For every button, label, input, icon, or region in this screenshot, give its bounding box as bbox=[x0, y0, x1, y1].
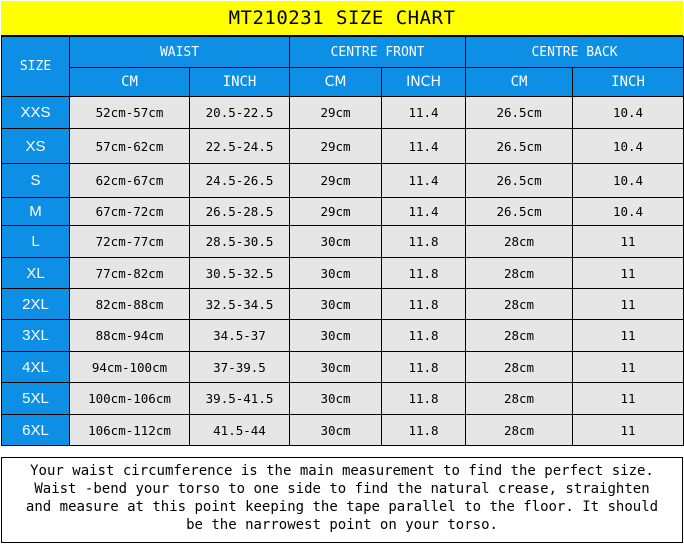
cell-back-inch: 11 bbox=[573, 258, 684, 289]
cell-back-inch: 11 bbox=[573, 383, 684, 415]
cell-waist-cm: 67cm-72cm bbox=[70, 198, 190, 226]
chart-title: MT210231 SIZE CHART bbox=[1, 1, 683, 36]
cell-waist-cm: 100cm-106cm bbox=[70, 383, 190, 415]
size-label: M bbox=[2, 198, 70, 226]
cell-back-cm: 26.5cm bbox=[466, 164, 573, 198]
size-label: XS bbox=[2, 129, 70, 164]
cell-back-cm: 26.5cm bbox=[466, 198, 573, 226]
cell-waist-inch: 32.5-34.5 bbox=[190, 289, 290, 320]
cell-back-inch: 11 bbox=[573, 226, 684, 258]
cell-front-inch: 11.8 bbox=[382, 415, 466, 446]
size-label: XXS bbox=[2, 97, 70, 129]
size-label: XL bbox=[2, 258, 70, 289]
size-header: SIZE bbox=[2, 37, 70, 97]
cell-waist-inch: 41.5-44 bbox=[190, 415, 290, 446]
size-label: 2XL bbox=[2, 289, 70, 320]
cell-front-inch: 11.8 bbox=[382, 320, 466, 352]
back-inch-header: INCH bbox=[573, 68, 684, 97]
cell-waist-inch: 24.5-26.5 bbox=[190, 164, 290, 198]
measurement-note bbox=[1, 457, 683, 543]
cell-back-cm: 28cm bbox=[466, 289, 573, 320]
cell-waist-inch: 30.5-32.5 bbox=[190, 258, 290, 289]
cell-front-inch: 11.8 bbox=[382, 383, 466, 415]
note-line-2: Waist -bend your torso to one side to find the natural crease, straighten bbox=[34, 481, 650, 497]
cell-back-cm: 26.5cm bbox=[466, 97, 573, 129]
note-line-4: be the narrowest point on your torso. bbox=[186, 517, 498, 533]
cell-front-cm: 30cm bbox=[290, 352, 382, 383]
table-row bbox=[2, 320, 684, 352]
size-table bbox=[1, 36, 684, 446]
cell-waist-cm: 77cm-82cm bbox=[70, 258, 190, 289]
cell-front-cm: 30cm bbox=[290, 320, 382, 352]
cell-front-inch: 11.8 bbox=[382, 258, 466, 289]
cell-back-cm: 28cm bbox=[466, 226, 573, 258]
header-row-units bbox=[2, 68, 684, 97]
cell-back-inch: 11 bbox=[573, 320, 684, 352]
cell-back-inch: 10.4 bbox=[573, 164, 684, 198]
cell-front-cm: 29cm bbox=[290, 164, 382, 198]
cell-waist-inch: 34.5-37 bbox=[190, 320, 290, 352]
table-row bbox=[2, 97, 684, 129]
waist-inch-header: INCH bbox=[190, 68, 290, 97]
centre-front-header: CENTRE FRONT bbox=[290, 37, 466, 68]
cell-front-inch: 11.4 bbox=[382, 164, 466, 198]
cell-waist-inch: 22.5-24.5 bbox=[190, 129, 290, 164]
cell-waist-cm: 94cm-100cm bbox=[70, 352, 190, 383]
size-label: L bbox=[2, 226, 70, 258]
cell-front-inch: 11.4 bbox=[382, 97, 466, 129]
table-row bbox=[2, 383, 684, 415]
table-row bbox=[2, 129, 684, 164]
cell-front-inch: 11.8 bbox=[382, 289, 466, 320]
header-row-groups bbox=[2, 37, 684, 68]
size-label: 6XL bbox=[2, 415, 70, 446]
cell-waist-inch: 37-39.5 bbox=[190, 352, 290, 383]
size-label: 3XL bbox=[2, 320, 70, 352]
cell-front-cm: 30cm bbox=[290, 415, 382, 446]
table-row bbox=[2, 415, 684, 446]
waist-header: WAIST bbox=[70, 37, 290, 68]
note-line-1: Your waist circumference is the main measurement to find the perfect size. bbox=[30, 463, 654, 479]
cell-back-cm: 28cm bbox=[466, 352, 573, 383]
cell-front-cm: 29cm bbox=[290, 129, 382, 164]
size-label: 5XL bbox=[2, 383, 70, 415]
size-label: 4XL bbox=[2, 352, 70, 383]
table-row bbox=[2, 198, 684, 226]
table-row bbox=[2, 226, 684, 258]
cell-front-inch: 11.4 bbox=[382, 198, 466, 226]
cell-waist-cm: 72cm-77cm bbox=[70, 226, 190, 258]
cell-waist-cm: 88cm-94cm bbox=[70, 320, 190, 352]
cell-back-inch: 11 bbox=[573, 352, 684, 383]
cell-back-inch: 10.4 bbox=[573, 97, 684, 129]
cell-front-cm: 30cm bbox=[290, 383, 382, 415]
centre-back-header: CENTRE BACK bbox=[466, 37, 684, 68]
cell-waist-inch: 20.5-22.5 bbox=[190, 97, 290, 129]
cell-back-inch: 10.4 bbox=[573, 129, 684, 164]
note-line-3: and measure at this point keeping the tape parallel to the floor. It should bbox=[25, 499, 659, 515]
cell-back-inch: 10.4 bbox=[573, 198, 684, 226]
size-label: S bbox=[2, 164, 70, 198]
cell-waist-cm: 106cm-112cm bbox=[70, 415, 190, 446]
cell-front-cm: 30cm bbox=[290, 226, 382, 258]
cell-waist-inch: 26.5-28.5 bbox=[190, 198, 290, 226]
cell-waist-cm: 52cm-57cm bbox=[70, 97, 190, 129]
back-cm-header: CM bbox=[466, 68, 573, 97]
cell-waist-inch: 39.5-41.5 bbox=[190, 383, 290, 415]
cell-waist-cm: 57cm-62cm bbox=[70, 129, 190, 164]
cell-front-cm: 30cm bbox=[290, 289, 382, 320]
table-row bbox=[2, 258, 684, 289]
cell-back-inch: 11 bbox=[573, 415, 684, 446]
front-inch-header: INCH bbox=[382, 68, 466, 97]
cell-back-cm: 26.5cm bbox=[466, 129, 573, 164]
table-row bbox=[2, 164, 684, 198]
cell-front-inch: 11.8 bbox=[382, 226, 466, 258]
cell-waist-cm: 62cm-67cm bbox=[70, 164, 190, 198]
cell-back-cm: 28cm bbox=[466, 415, 573, 446]
cell-front-cm: 30cm bbox=[290, 258, 382, 289]
cell-front-cm: 29cm bbox=[290, 198, 382, 226]
cell-front-inch: 11.4 bbox=[382, 129, 466, 164]
waist-cm-header: CM bbox=[70, 68, 190, 97]
front-cm-header: CM bbox=[290, 68, 382, 97]
cell-waist-inch: 28.5-30.5 bbox=[190, 226, 290, 258]
cell-front-cm: 29cm bbox=[290, 97, 382, 129]
cell-back-inch: 11 bbox=[573, 289, 684, 320]
cell-front-inch: 11.8 bbox=[382, 352, 466, 383]
cell-back-cm: 28cm bbox=[466, 320, 573, 352]
cell-back-cm: 28cm bbox=[466, 383, 573, 415]
cell-waist-cm: 82cm-88cm bbox=[70, 289, 190, 320]
table-row bbox=[2, 289, 684, 320]
table-row bbox=[2, 352, 684, 383]
cell-back-cm: 28cm bbox=[466, 258, 573, 289]
